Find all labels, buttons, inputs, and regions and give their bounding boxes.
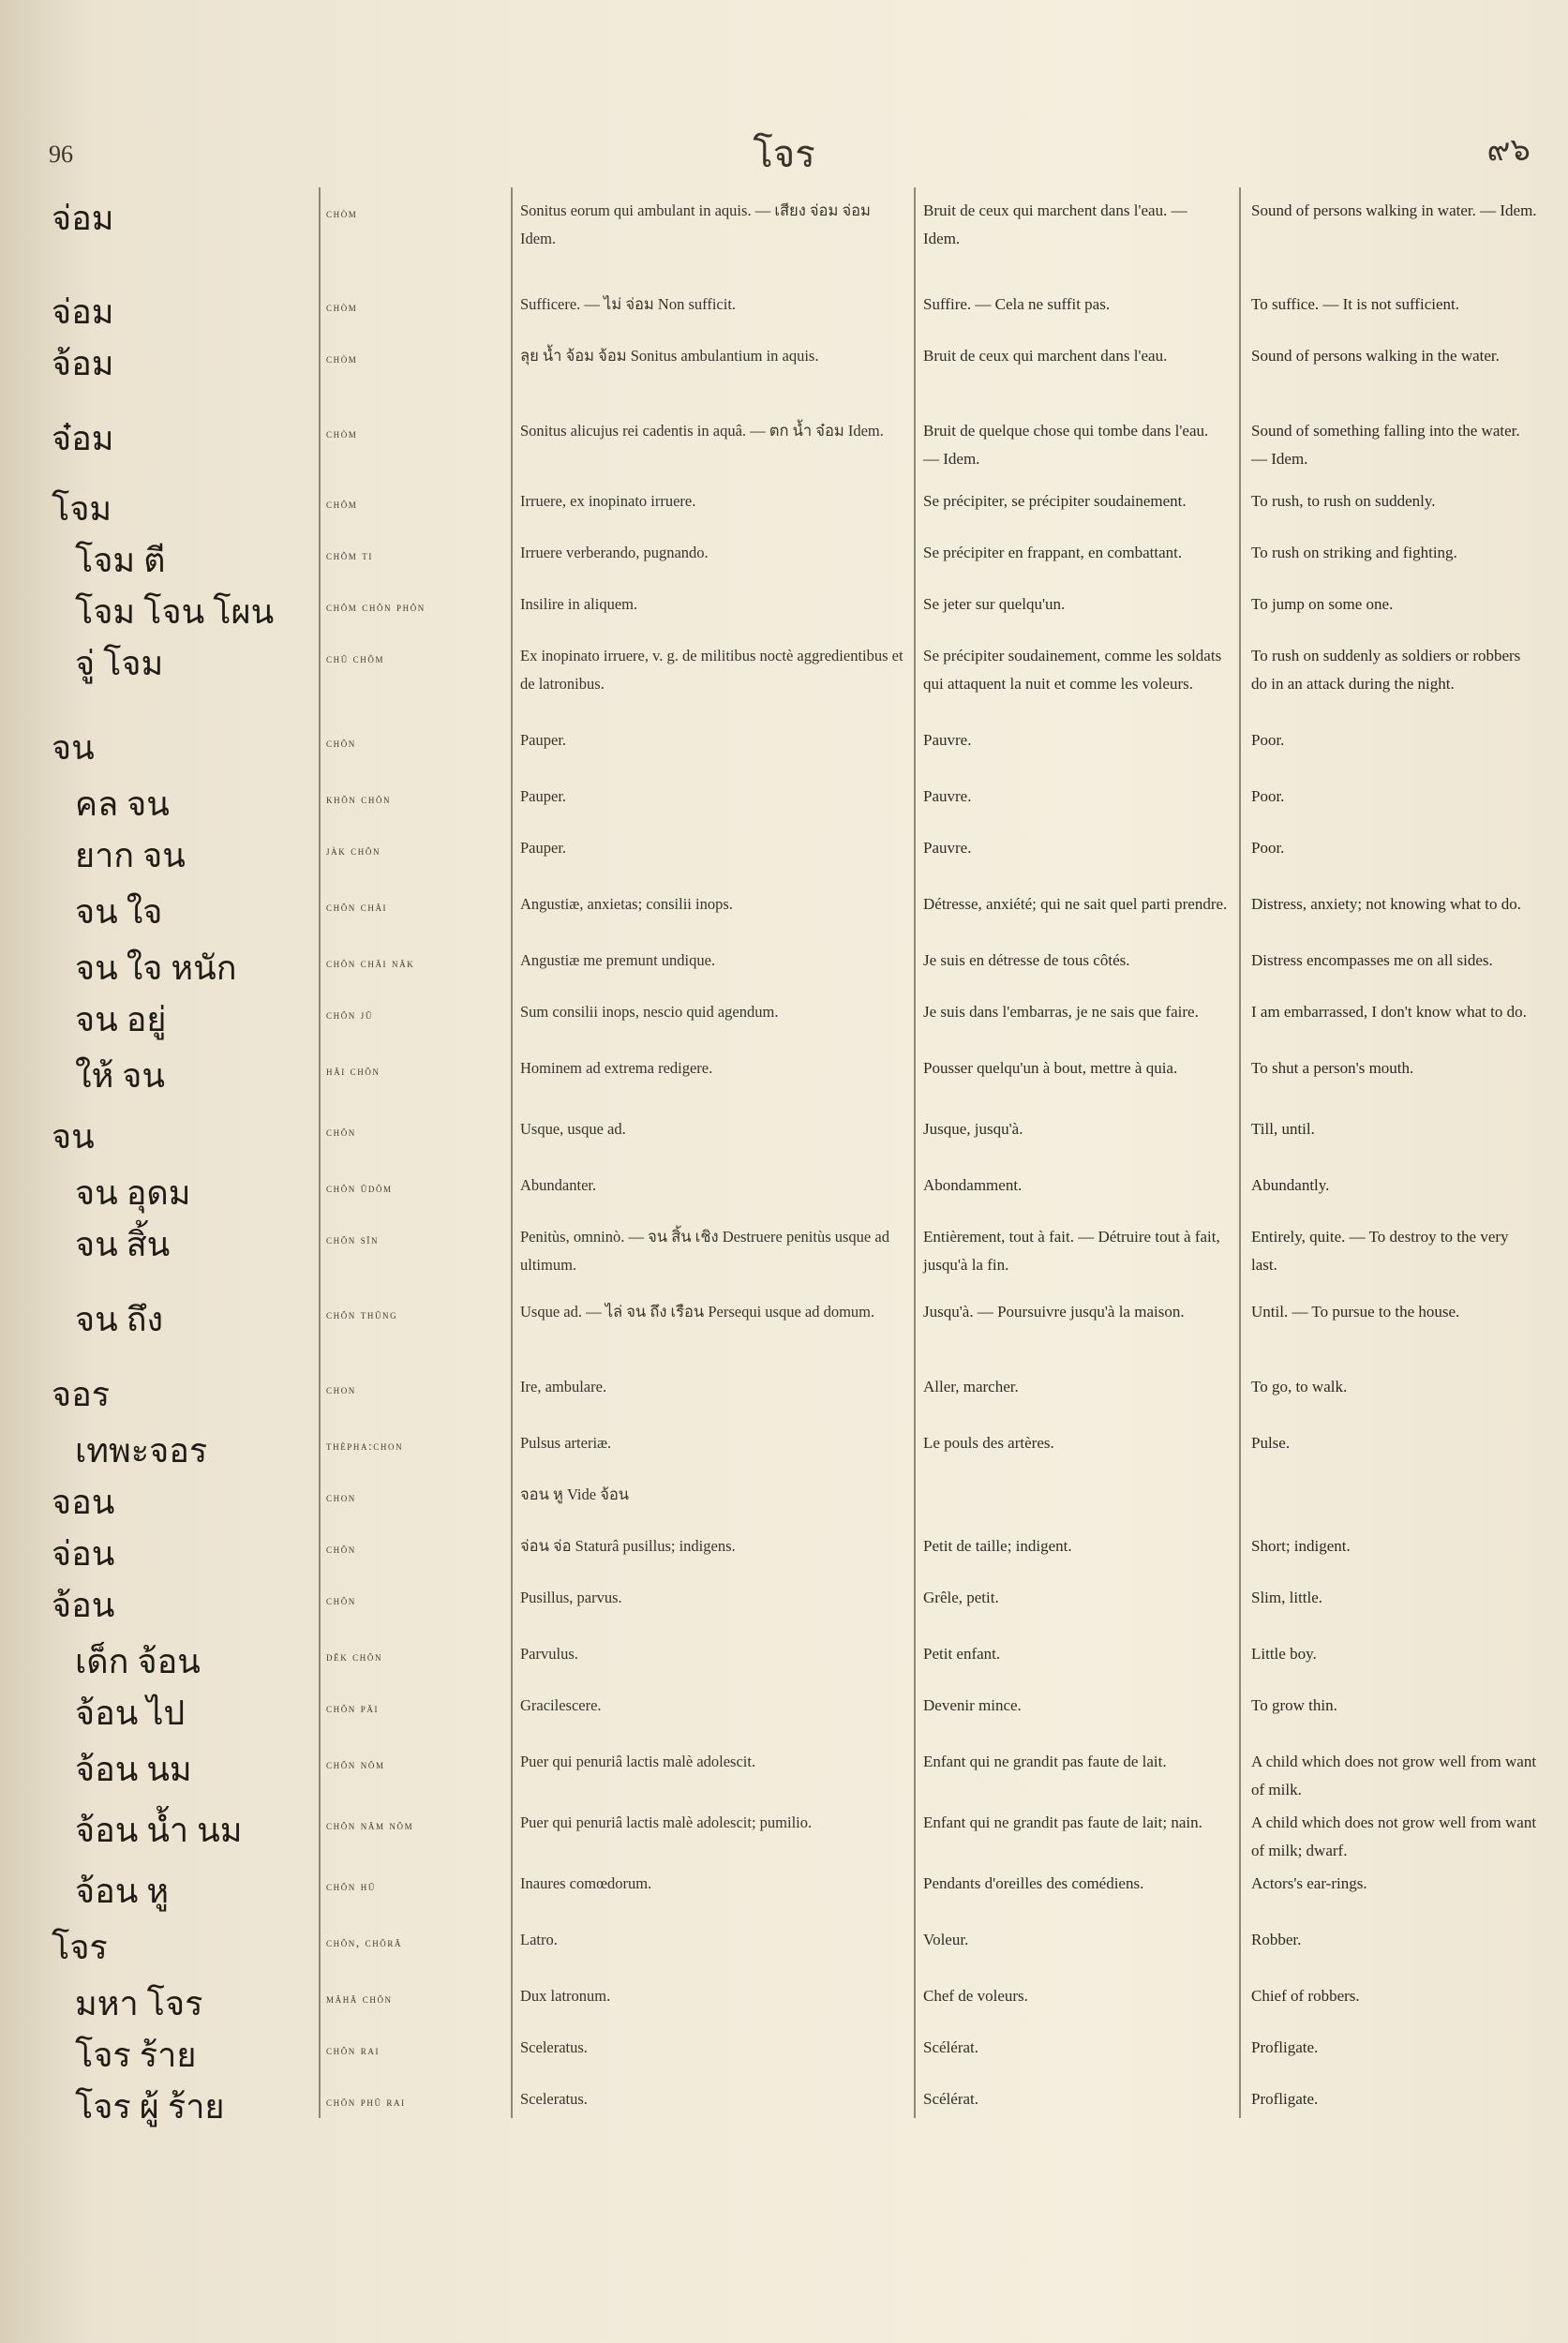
thai-headword: จน — [52, 1118, 95, 1156]
latin-definition: จอน หู Vide จ้อน — [520, 1485, 630, 1503]
romanization: chon — [326, 1382, 356, 1396]
latin-definition: Pauper. — [520, 731, 567, 749]
english-definition: Chief of robbers. — [1251, 1987, 1360, 2005]
french-definition: Scélérat. — [923, 2090, 978, 2108]
latin-definition: Puer qui penuriâ lactis malè adolescit. — [520, 1753, 756, 1770]
latin-definition: Hominem ad extrema redigere. — [520, 1059, 713, 1077]
french-definition: Pendants d'oreilles des comédiens. — [923, 1874, 1144, 1892]
thai-headword: จน อุดม — [75, 1174, 191, 1212]
english-definition: To rush, to rush on suddenly. — [1251, 492, 1436, 510]
latin-definition: Ire, ambulare. — [520, 1378, 607, 1395]
thai-headword: โจม — [52, 490, 112, 528]
romanization: chŏn — [326, 736, 356, 750]
thai-headword: จ่อม — [52, 200, 114, 237]
romanization: chŏn — [326, 1125, 356, 1139]
latin-definition: Puer qui penuriâ lactis malè adolescit; pumilio. — [520, 1813, 813, 1831]
latin-definition: Latro. — [520, 1931, 558, 1948]
english-definition: Abundantly. — [1251, 1176, 1330, 1194]
romanization: măhă chŏn — [326, 1992, 393, 2006]
french-definition: Suffire. — Cela ne suffit pas. — [923, 295, 1111, 313]
english-definition: Robber. — [1251, 1931, 1302, 1948]
english-definition: To shut a person's mouth. — [1251, 1059, 1414, 1077]
thai-headword: ยาก จน — [75, 837, 186, 874]
latin-definition: Sum consilii inops, nescio quid agendum. — [520, 1003, 779, 1021]
latin-definition: Ex inopinato irruere, v. g. de militibus noctè aggredientibus et de latronibus. — [520, 647, 903, 693]
english-definition: To suffice. — It is not sufficient. — [1251, 295, 1459, 313]
thai-headword: จ้อน หู — [75, 1873, 170, 1910]
latin-definition: Angustiæ me premunt undique. — [520, 951, 716, 969]
romanization: chŏn thŭng — [326, 1307, 398, 1321]
romanization: chŏn rai — [326, 2043, 381, 2057]
romanization: chŏn — [326, 1593, 356, 1607]
page-header-title: โจร — [753, 133, 815, 175]
romanization: hăi chŏn — [326, 1064, 381, 1078]
romanization: chŭ chôm — [326, 651, 385, 665]
romanization: chŏn phŭ rai — [326, 2095, 406, 2109]
thai-headword: ให้ จน — [75, 1057, 166, 1095]
english-definition: To rush on striking and fighting. — [1251, 544, 1457, 561]
english-definition: Short; indigent. — [1251, 1537, 1351, 1555]
thai-headword: จ้อน น้ำ นม — [75, 1812, 243, 1849]
thai-headword: จ้อม — [52, 345, 114, 382]
latin-definition: Sceleratus. — [520, 2090, 588, 2108]
latin-definition: Sufficere. — ไม่ จ่อม Non sufficit. — [520, 295, 737, 313]
english-definition: Distress encompasses me on all sides. — [1251, 951, 1493, 969]
thai-headword: มหา โจร — [75, 1985, 203, 2022]
french-definition: Jusqu'à. — Poursuivre jusqu'à la maison. — [923, 1303, 1185, 1321]
latin-definition: Abundanter. — [520, 1176, 597, 1194]
romanization: chòm — [326, 426, 358, 440]
romanization: chŏn, chŏră — [326, 1935, 403, 1949]
latin-definition: Angustiæ, anxietas; consilii inops. — [520, 895, 733, 913]
english-definition: Profligate. — [1251, 2090, 1319, 2108]
english-definition: To rush on suddenly as soldiers or robbers do in an attack during the night. — [1251, 647, 1521, 693]
french-definition: Scélérat. — [923, 2038, 978, 2056]
english-definition: To go, to walk. — [1251, 1378, 1348, 1395]
latin-definition: Sonitus alicujus rei cadentis in aquâ. — ตก น้ำ จ๋อม Idem. — [520, 422, 884, 440]
french-definition: Voleur. — [923, 1931, 969, 1948]
english-definition: Till, until. — [1251, 1120, 1315, 1138]
romanization: thèpha:chon — [326, 1439, 404, 1453]
romanization: chŏn chăi năk — [326, 956, 415, 970]
romanization: chŏn — [326, 1542, 356, 1556]
english-definition: A child which does not grow well from want of milk. — [1251, 1753, 1537, 1798]
romanization: jàk chŏn — [326, 843, 381, 858]
french-definition: Je suis dans l'embarras, je ne sais que faire. — [923, 1003, 1199, 1021]
english-definition: Profligate. — [1251, 2038, 1319, 2056]
french-definition: Grêle, petit. — [923, 1589, 999, 1606]
thai-headword: จ้อน — [52, 1587, 115, 1624]
latin-definition: Pauper. — [520, 839, 567, 857]
romanization: chon — [326, 1490, 356, 1504]
romanization: khŏn chŏn — [326, 792, 392, 806]
column-rule — [914, 187, 916, 2118]
english-definition: Poor. — [1251, 839, 1285, 857]
romanization: chŏn chăi — [326, 900, 388, 914]
english-definition: Sound of something falling into the water. — Idem. — [1251, 422, 1520, 468]
column-rule — [511, 187, 513, 2118]
romanization: chŏn jŭ — [326, 1007, 373, 1022]
french-definition: Se précipiter soudainement, comme les soldats qui attaquent la nuit et comme les voleurs. — [923, 647, 1222, 693]
french-definition: Bruit de ceux qui marchent dans l'eau. — [923, 347, 1168, 365]
french-definition: Pauvre. — [923, 731, 972, 749]
thai-headword: เด็ก จ้อน — [75, 1643, 201, 1680]
thai-headword: โจม ตี — [75, 542, 166, 579]
latin-definition: Penitùs, omninò. — จน สิ้น เชิง Destruere penitùs usque ad ultimum. — [520, 1228, 889, 1274]
romanization: chòm — [326, 206, 358, 220]
romanization: chòm — [326, 351, 358, 366]
french-definition: Abondamment. — [923, 1176, 1023, 1194]
latin-definition: Sceleratus. — [520, 2038, 588, 2056]
thai-headword: จู่ โจม — [75, 645, 164, 682]
latin-definition: Gracilescere. — [520, 1696, 602, 1714]
english-definition: I am embarrassed, I don't know what to do. — [1251, 1003, 1527, 1021]
page-number: 96 — [49, 141, 73, 168]
thai-headword: จ้อน ไป — [75, 1694, 186, 1732]
column-rule — [1239, 187, 1241, 2118]
french-definition: Bruit de quelque chose qui tombe dans l'eau. — Idem. — [923, 422, 1209, 468]
latin-definition: Pulsus arteriæ. — [520, 1434, 612, 1452]
latin-definition: Irruere verberando, pugnando. — [520, 544, 709, 561]
french-definition: Pousser quelqu'un à bout, mettre à quia. — [923, 1059, 1178, 1077]
thai-page-number: ๙๖ — [1486, 133, 1531, 168]
romanization: chŏn nŏm — [326, 1757, 385, 1771]
latin-definition: จ่อน จ่อ Staturâ pusillus; indigens. — [520, 1537, 736, 1555]
thai-headword: จน — [52, 729, 95, 767]
thai-headword: จ่อม — [52, 293, 114, 331]
column-rule — [319, 187, 321, 2118]
french-definition: Se précipiter en frappant, en combattant. — [923, 544, 1183, 561]
english-definition: Sound of persons walking in water. — Idem. — [1251, 201, 1537, 219]
latin-definition: Pauper. — [520, 787, 567, 805]
thai-headword: จน ใจ — [75, 893, 163, 931]
french-definition: Pauvre. — [923, 839, 972, 857]
latin-definition: Dux latronum. — [520, 1987, 611, 2005]
english-definition: Poor. — [1251, 731, 1285, 749]
romanization: chŏn păi — [326, 1701, 380, 1715]
french-definition: Se précipiter, se précipiter soudainement. — [923, 492, 1187, 510]
french-definition: Pauvre. — [923, 787, 972, 805]
romanization: chôm chôn phôn — [326, 600, 426, 614]
french-definition: Entièrement, tout à fait. — Détruire tout à fait, jusqu'à la fin. — [923, 1228, 1220, 1274]
french-definition: Je suis en détresse de tous côtés. — [923, 951, 1130, 969]
english-definition: Distress, anxiety; not knowing what to do. — [1251, 895, 1522, 913]
latin-definition: ลุย น้ำ จ้อม จ้อม Sonitus ambulantium in aquis. — [520, 347, 819, 365]
french-definition: Enfant qui ne grandit pas faute de lait. — [923, 1753, 1167, 1770]
latin-definition: Parvulus. — [520, 1645, 578, 1663]
english-definition: Until. — To pursue to the house. — [1251, 1303, 1460, 1321]
french-definition: Enfant qui ne grandit pas faute de lait; nain. — [923, 1813, 1202, 1831]
thai-headword: จน อยู่ — [75, 1001, 167, 1038]
thai-headword: จ๋อม — [52, 420, 114, 457]
latin-definition: Inaures comœdorum. — [520, 1874, 652, 1892]
romanization: chŏn ŭdŏm — [326, 1181, 393, 1195]
romanization: chôm ti — [326, 548, 373, 562]
thai-headword: คล จน — [75, 785, 170, 823]
latin-definition: Pusillus, parvus. — [520, 1589, 622, 1606]
french-definition: Devenir mince. — [923, 1696, 1022, 1714]
latin-definition: Usque ad. — ไล่ จน ถึง เรือน Persequi usque ad domum. — [520, 1303, 875, 1321]
english-definition: A child which does not grow well from want of milk; dwarf. — [1251, 1813, 1537, 1859]
latin-definition: Usque, usque ad. — [520, 1120, 626, 1138]
romanization: chŏn sĭn — [326, 1232, 380, 1246]
thai-headword: โจร ผู้ ร้าย — [75, 2088, 225, 2126]
romanization: chŏn năm nŏm — [326, 1818, 414, 1832]
latin-definition: Irruere, ex inopinato irruere. — [520, 492, 696, 510]
english-definition: Sound of persons walking in the water. — [1251, 347, 1500, 365]
french-definition: Le pouls des artères. — [923, 1434, 1054, 1452]
english-definition: To jump on some one. — [1251, 595, 1394, 613]
french-definition: Petit enfant. — [923, 1645, 1001, 1663]
romanization: dĕk chŏn — [326, 1649, 383, 1664]
french-definition: Détresse, anxiété; qui ne sait quel parti prendre. — [923, 895, 1228, 913]
latin-definition: Insilire in aliquem. — [520, 595, 638, 613]
french-definition: Jusque, jusqu'à. — [923, 1120, 1023, 1138]
english-definition: Entirely, quite. — To destroy to the very last. — [1251, 1228, 1509, 1274]
romanization: chòm — [326, 300, 358, 314]
french-definition: Aller, marcher. — [923, 1378, 1019, 1395]
english-definition: Slim, little. — [1251, 1589, 1323, 1606]
thai-headword: โจม โจน โผน — [75, 593, 275, 631]
french-definition: Bruit de ceux qui marchent dans l'eau. — Idem. — [923, 201, 1187, 247]
thai-headword: จน สิ้น — [75, 1226, 171, 1263]
french-definition: Se jeter sur quelqu'un. — [923, 595, 1066, 613]
thai-headword: จน ถึง — [75, 1301, 164, 1338]
thai-headword: จน ใจ หนัก — [75, 949, 237, 987]
latin-definition: Sonitus eorum qui ambulant in aquis. — เสียง จ่อม จ่อม Idem. — [520, 201, 871, 247]
english-definition: Little boy. — [1251, 1645, 1317, 1663]
thai-headword: โจร ร้าย — [75, 2037, 197, 2074]
thai-headword: จอน — [52, 1484, 115, 1521]
thai-headword: เทพะจอร — [75, 1432, 208, 1470]
english-definition: Poor. — [1251, 787, 1285, 805]
english-definition: To grow thin. — [1251, 1696, 1337, 1714]
thai-headword: โจร — [52, 1929, 108, 1966]
thai-headword: จอร — [52, 1376, 111, 1413]
romanization: chôm — [326, 497, 358, 511]
romanization: chŏn hŭ — [326, 1879, 376, 1893]
french-definition: Chef de voleurs. — [923, 1987, 1028, 2005]
english-definition: Pulse. — [1251, 1434, 1291, 1452]
thai-headword: จ้อน นม — [75, 1751, 192, 1788]
thai-headword: จ่อน — [52, 1535, 115, 1573]
french-definition: Petit de taille; indigent. — [923, 1537, 1072, 1555]
english-definition: Actors's ear-rings. — [1251, 1874, 1367, 1892]
